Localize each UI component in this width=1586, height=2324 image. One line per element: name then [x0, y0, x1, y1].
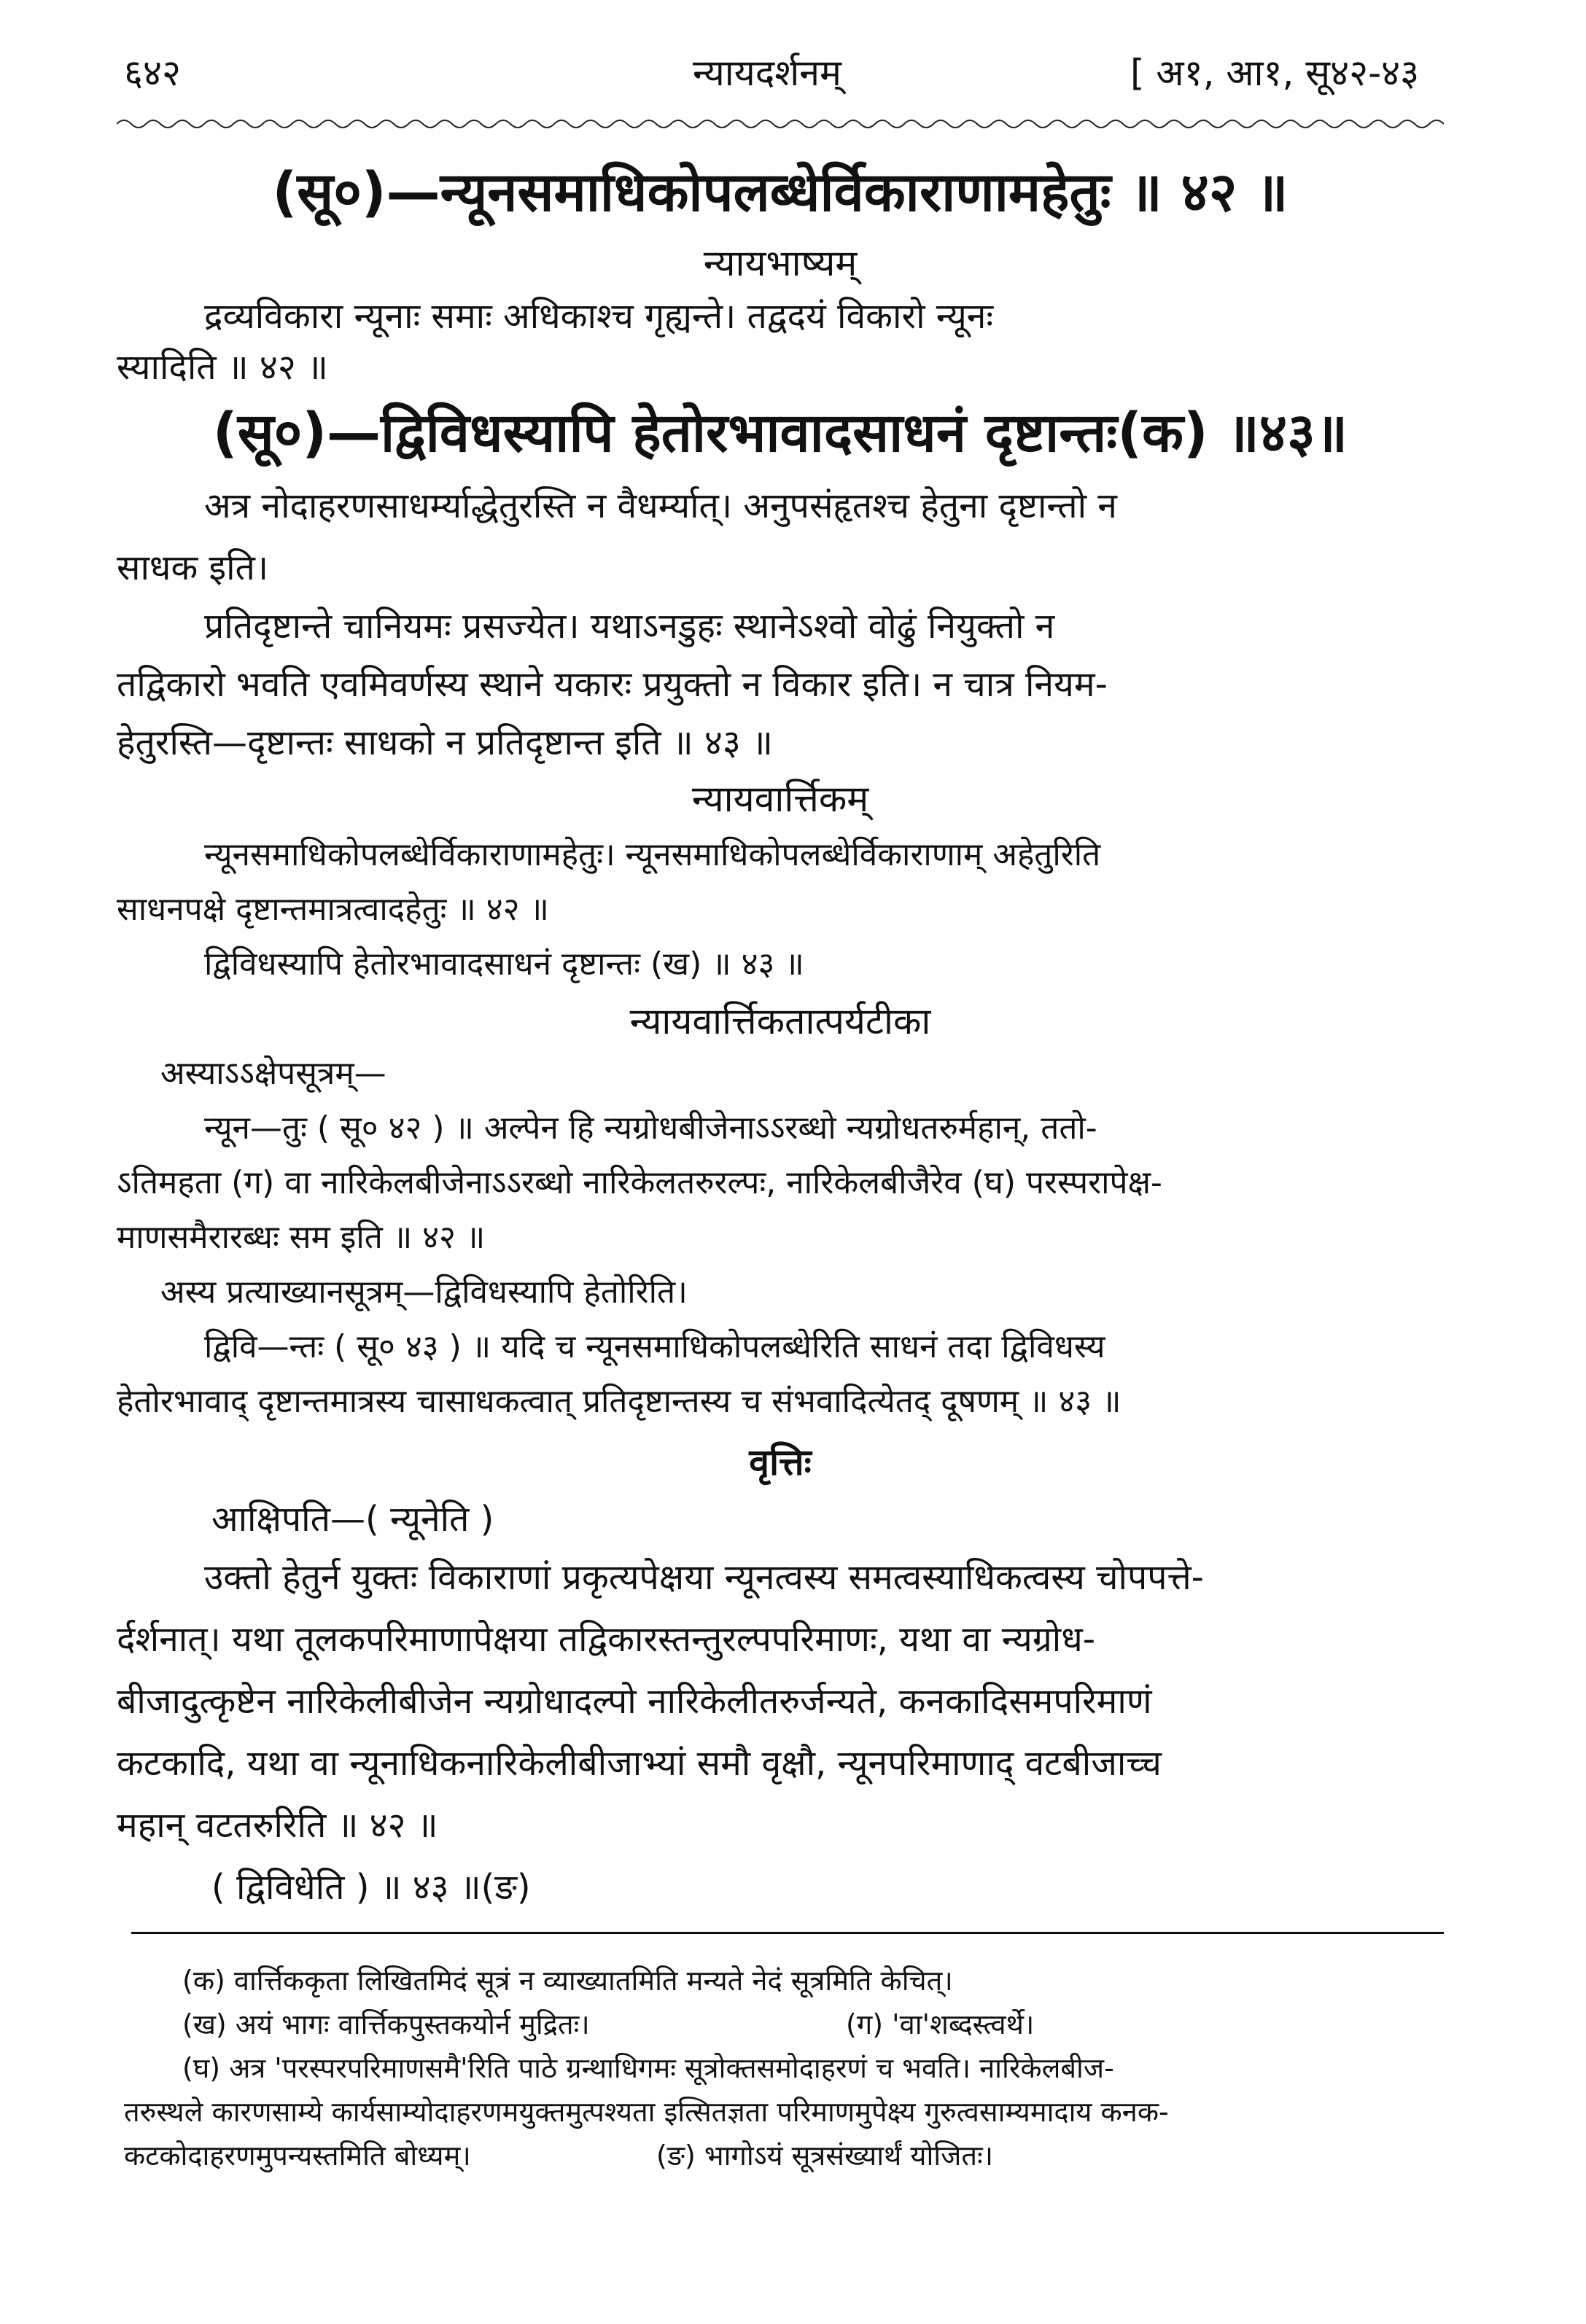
vritti-line-6: महान् वटतरुरिति ॥ ४२ ॥ — [117, 1805, 438, 1846]
wavy-header-rule — [117, 117, 1444, 131]
tika-line-4: माणसमैरारब्धः सम इति ॥ ४२ ॥ — [117, 1219, 486, 1256]
page-number: ६४२ — [124, 52, 181, 94]
vritti-heading: वृत्तिः — [749, 1441, 812, 1483]
sutra-42-heading: (सू०)—न्यूनसमाधिकोपलब्धेर्विकाराणामहेतुः ॥ ४२ ॥ — [272, 161, 1288, 224]
bhashya-43-line-1: अत्र नोदाहरणसाधर्म्याद्धेतुरस्ति न वैधर्म्यात्। अनुपसंहृतश्च हेतुना दृष्टान्तो न — [204, 486, 1117, 526]
vartika-line-2: साधनपक्षे दृष्टान्तमात्रत्वादहेतुः ॥ ४२ ॥ — [117, 891, 549, 928]
vritti-line-5: कटकादि, यथा वा न्यूनाधिकनारिकेलीबीजाभ्यां समौ वृक्षौ, न्यूनपरिमाणाद् वटबीजाच्च — [117, 1743, 1162, 1784]
footnote-nga: (ङ) भागोऽयं सूत्रसंख्यार्थं योजितः। — [656, 2140, 994, 2172]
bhashya-43-line-4: तद्विकारो भवति एवमिवर्णस्य स्थाने यकारः प्रयुक्तो न विकार इति। न चात्र नियम- — [117, 664, 1108, 705]
footnote-gha-line-1: (घ) अत्र 'परस्परपरिमाणसमै'रिति पाठे ग्रन्थाधिगमः सूत्रोक्तसमोदाहरणं च भवति। नारिकेलबीज- — [182, 2052, 1114, 2084]
vritti-line-2: उक्तो हेतुर्न युक्तः विकाराणां प्रकृत्यपेक्षया न्यूनत्वस्य समत्वस्याधिकत्वस्य चोपपत्ते- — [204, 1557, 1204, 1598]
vritti-line-7: ( द्विविधेति ) ॥ ४३ ॥(ङ) — [211, 1867, 531, 1908]
vritti-line-3: र्दर्शनात्। यथा तूलकपरिमाणापेक्षया तद्विकारस्तन्तुरल्पपरिमाणः, यथा वा न्यग्रोध- — [117, 1619, 1096, 1660]
vritti-line-4: बीजादुत्कृष्टेन नारिकेलीबीजेन न्यग्रोधादल्पो नारिकेलीतरुर्जन्यते, कनकादिसमपरिमाणं — [117, 1681, 1152, 1722]
tika-line-2: न्यून—तुः ( सू० ४२ ) ॥ अल्पेन हि न्यग्रोधबीजेनाऽऽरब्धो न्यग्रोधतरुर्महान्, ततो- — [204, 1110, 1097, 1147]
footnote-gha-line-2: तरुस्थले कारणसाम्ये कार्यसाम्योदाहरणमयुक्तमुत्पश्यता इत्सितज्ञता परिमाणमुपेक्ष्य गुरुत्वसाम्यमादाय कनक- — [124, 2096, 1169, 2128]
running-header — [124, 44, 1437, 102]
tika-line-5: अस्य प्रत्याख्यानसूत्रम्—द्विविधस्यापि हेतोरिति। — [160, 1274, 688, 1311]
footnote-kha: (ख) अयं भागः वार्त्तिकपुस्तकयोर्न मुद्रितः। — [182, 2008, 590, 2040]
section-reference: [ अ१, आ१, सू४२-४३ — [1130, 52, 1420, 94]
bhashya-43-line-2: साधक इति। — [117, 547, 269, 588]
running-title: न्यायदर्शनम् — [693, 52, 841, 94]
bhashya-43-line-3: प्रतिदृष्टान्ते चानियमः प्रसज्येत। यथाऽनडुहः स्थानेऽश्वो वोढुं नियुक्तो न — [204, 606, 1055, 647]
vartika-line-3: द्विविधस्यापि हेतोरभावादसाधनं दृष्टान्तः (ख) ॥ ४३ ॥ — [204, 945, 804, 983]
bhashya-line-2: स्यादिति ॥ ४२ ॥ — [117, 347, 328, 388]
footnote-ga: (ग) 'वा'शब्दस्त्वर्थे। — [846, 2008, 1035, 2040]
vritti-line-1: आक्षिपति—( न्यूनेति ) — [211, 1499, 494, 1540]
bhashya-line-1: द्रव्यविकारा न्यूनाः समाः अधिकाश्च गृह्यन्ते। तद्वदयं विकारो न्यूनः — [204, 296, 994, 337]
bhashya-43-line-5: हेतुरस्ति—दृष्टान्तः साधको न प्रतिदृष्टान्त इति ॥ ४३ ॥ — [117, 722, 773, 763]
footnote-gha-line-3: कटकोदाहरणमुपन्यस्तमिति बोध्यम्। — [124, 2140, 471, 2172]
tika-line-6: द्विवि—न्तः ( सू० ४३ ) ॥ यदि च न्यूनसमाधिकोपलब्धेरिति साधनं तदा द्विविधस्य — [204, 1328, 1105, 1365]
bhashya-heading: न्यायभाष्यम् — [703, 242, 858, 284]
sutra-43-heading: (सू०)—द्विविधस्यापि हेतोरभावादसाधनं दृष्टान्तः(क) ॥४३॥ — [212, 402, 1348, 464]
tika-line-7: हेतोरभावाद् दृष्टान्तमात्रस्य चासाधकत्वात् प्रतिदृष्टान्तस्य च संभवादित्येतद् दूषणम् ॥ ४३ ॥ — [117, 1383, 1122, 1420]
vartika-heading: न्यायवार्त्तिकम् — [691, 778, 869, 820]
footnote-ka: (क) वार्त्तिककृता लिखितमिदं सूत्रं न व्याख्यातमिति मन्यते नेदं सूत्रमिति केचित्। — [182, 1965, 953, 1997]
tika-heading: न्यायवार्त्तिकतात्पर्यटीका — [629, 1000, 931, 1042]
vartika-line-1: न्यूनसमाधिकोपलब्धेर्विकाराणामहेतुः। न्यूनसमाधिकोपलब्धेर्विकाराणाम् अहेतुरिति — [204, 836, 1101, 873]
tika-line-1: अस्याऽऽक्षेपसूत्रम्— — [160, 1055, 386, 1092]
footnote-separator — [131, 1932, 1444, 1934]
tika-line-3: ऽतिमहता (ग) वा नारिकेलबीजेनाऽऽरब्धो नारिकेलतरुरल्पः, नारिकेलबीजैरेव (घ) परस्परापेक्ष- — [117, 1164, 1162, 1201]
